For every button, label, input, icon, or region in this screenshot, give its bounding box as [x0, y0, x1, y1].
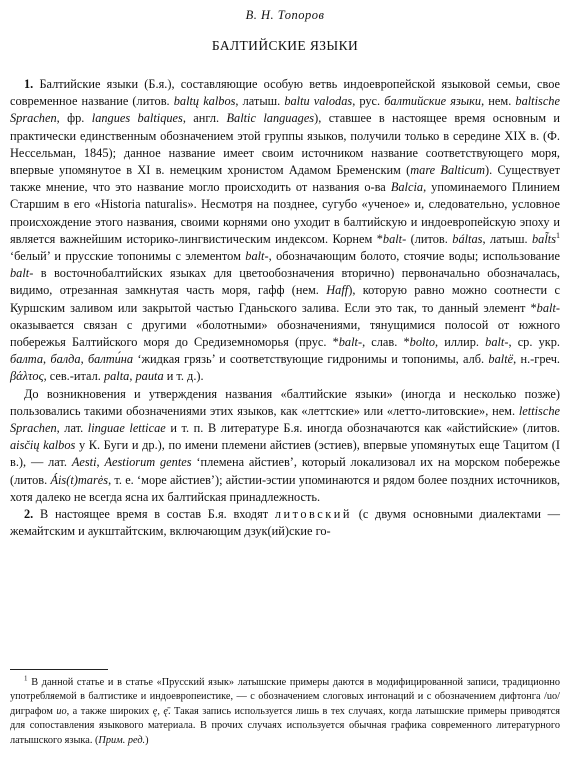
- footnote: [10, 676, 560, 748]
- italic-term: balt-: [382, 231, 407, 246]
- italic-term: Aesti: [71, 455, 97, 470]
- text-run: ), которую равно можно соотнести с Куршским заливом или закрытой частью Гданьского залива. Если это так, то данный элемент *: [10, 283, 560, 315]
- text-run: , лат.: [56, 421, 88, 436]
- text-run: , фр.: [56, 111, 92, 126]
- text-run: и т. д.).: [163, 369, 204, 384]
- italic-term: Áis(t)marės: [50, 472, 109, 487]
- text-run: , сев.-итал.: [43, 369, 104, 384]
- italic-term: Baltic languages: [226, 111, 315, 126]
- italic-term: ę, ę̄: [152, 705, 168, 717]
- italic-term: balt-: [485, 335, 509, 350]
- italic-term: pauta: [135, 369, 164, 384]
- text-run: , иллир.: [435, 335, 486, 350]
- italic-term: palta: [103, 369, 130, 384]
- footnote-mark: 1: [24, 674, 28, 683]
- text-run: , обозначающим болото, стоячие воды; использование: [268, 249, 560, 264]
- italic-term: baltu valodas: [284, 94, 353, 109]
- paragraph-3: [10, 506, 560, 540]
- text-run: , рус.: [352, 94, 385, 109]
- text-run: ‘белый’ и прусские топонимы с элементом: [10, 249, 246, 264]
- text-run: и т. п. В литературе Б.я. иногда обозначаются как «айстийские» (литов.: [165, 421, 561, 436]
- text-run: , т. е. ‘море айстиев’); айстии-эстии упоминаются и рядом более поздних источников, хотя далеко не всегда ясна их балтийская принадлежность.: [10, 472, 560, 504]
- italic-term: балтийские языки: [384, 94, 482, 109]
- text-run: ). Существует также мнение, что это название могло происходить от названия о-ва: [10, 163, 560, 195]
- article-title: БАЛТИЙСКИЕ ЯЗЫКИ: [211, 38, 359, 53]
- text-run: . Такая запись используется лишь в тех случаях, когда латышские примеры приводятся для сопоставления языкового материала. В прочих случаях используется обычная графика современного литературного латышского языка. (: [10, 705, 561, 746]
- text-run: До возникновения и утверждения названия «балтийские языки» (иногда и несколько позже) пользовались такими обозначениями этих языков, как «леттские» или «летто-литовские», нем.: [10, 386, 560, 418]
- text-run: ), ставшее в настоящее время основным и практически единственным обозначением этой группы языков, получили только в середине XIX в. (Ф. Нессельман, 1845); данное название имеет своим источником название соответствующего моря, впервые упомянутое в XI в. немецким хронистом Адамом Бременским (: [10, 111, 561, 178]
- spaced-term: литовский: [274, 507, 352, 522]
- text-run: В настоящее время в состав Б.я. входят: [33, 507, 275, 522]
- author-name: В. Н. Топоров: [245, 8, 325, 22]
- text-run: , н.-греч.: [513, 352, 560, 367]
- italic-term: baltische Sprachen: [10, 94, 560, 126]
- article-body: [10, 76, 560, 540]
- italic-term: балта: [10, 352, 43, 367]
- text-run: , упоминаемого Плинием Старшим в его «Historia naturalis». Несмотря на позднее, сугубо «ученое» и, следовательно, условное происхождение этого названия, своими корнями оно уходит в балтийскую и индоевропейскую эпоху и является важнейшим историко-лингвистическим индексом. Корнем *: [10, 180, 560, 246]
- text-run: ‘племена айстиев’, который локализовал их на морском побережье (литов.: [10, 455, 560, 487]
- italic-term: βάλτος: [10, 369, 44, 384]
- text-run: , нем.: [481, 94, 516, 109]
- text-run: , а также широких: [66, 705, 153, 717]
- text-run: , латыш.: [482, 231, 532, 246]
- italic-term: bal̃ts: [532, 231, 557, 246]
- italic-term: báltas: [452, 231, 483, 246]
- italic-term: Прим. ред.: [98, 734, 146, 746]
- italic-term: balt-: [338, 335, 363, 350]
- italic-term: балти́на: [87, 352, 134, 367]
- italic-term: Aestiorum gentes: [104, 455, 192, 470]
- italic-term: balt-: [245, 249, 269, 264]
- footnote-divider: [10, 669, 108, 670]
- text-run: , слав. *: [362, 335, 410, 350]
- italic-term: langues baltiques: [91, 111, 183, 126]
- text-run: Балтийские языки (Б.я.), составляющие особую ветвь индоевропейской языковой семьи, свое современное название (литов.: [10, 77, 560, 109]
- footnote-reference[interactable]: 1: [556, 230, 561, 240]
- text-run: , ср. укр.: [508, 335, 560, 350]
- italic-term: lettische Sprachen: [10, 403, 560, 436]
- text-run: (с двумя основными диалектами — жемайтским и аукштайтским, включающим дзук(ий)ские го-: [10, 507, 560, 539]
- italic-term: uo: [56, 705, 67, 717]
- italic-term: bolto: [409, 335, 436, 350]
- text-run: ,: [129, 369, 136, 384]
- italic-term: balt-: [536, 300, 560, 315]
- text-run: , англ.: [182, 111, 227, 126]
- text-run: ): [145, 734, 149, 746]
- italic-term: balt-: [10, 266, 34, 281]
- italic-term: baltų kalbos: [173, 94, 236, 109]
- italic-term: Balcia: [390, 180, 424, 195]
- text-run: в восточнобалтийских языках для цветообозначения вторично) первоначально обозначалась, видимо, отрезанная замкнутая часть моря, гафф (нем.: [10, 266, 560, 298]
- italic-term: балда: [50, 352, 81, 367]
- text-run: ,: [43, 352, 51, 367]
- text-run: , латыш.: [235, 94, 285, 109]
- section-number-1: 1.: [24, 77, 34, 91]
- italic-term: linguae letticae: [87, 421, 166, 436]
- italic-term: baltë: [488, 352, 514, 367]
- italic-term: aisčių kalbos: [10, 438, 76, 453]
- paragraph-2: [10, 386, 560, 506]
- text-run: ‘жидкая грязь’ и соответствующие гидронимы и топонимы, алб.: [133, 352, 489, 367]
- text-run: оказывается связан с другими «болотными» обозначениями, тянущимися полосой от южного побережья Балтийского моря до Средиземноморья (прус. *: [10, 317, 560, 350]
- text-run: ,: [96, 455, 105, 470]
- paragraph-1: [10, 76, 560, 386]
- italic-term: mare Balticum: [410, 163, 485, 178]
- text-run: у К. Буги и др.), по имени племени айстиев (эстиев), впервые упомянутых еще Тацитом (I в.), — лат.: [10, 438, 560, 470]
- text-run: ,: [80, 352, 88, 367]
- section-number-2: 2.: [24, 507, 34, 522]
- text-run: В данной статье и в статье «Прусский язык» латышские примеры даются в модифицированной записи, традиционно употребляемой в балтистике и индоевропеистике, — с обозначением слоговых интонаций и с обозначением дифтонга /uo/ диграфом: [10, 677, 560, 717]
- text-run: (литов.: [406, 231, 453, 246]
- italic-term: Haff: [326, 283, 349, 298]
